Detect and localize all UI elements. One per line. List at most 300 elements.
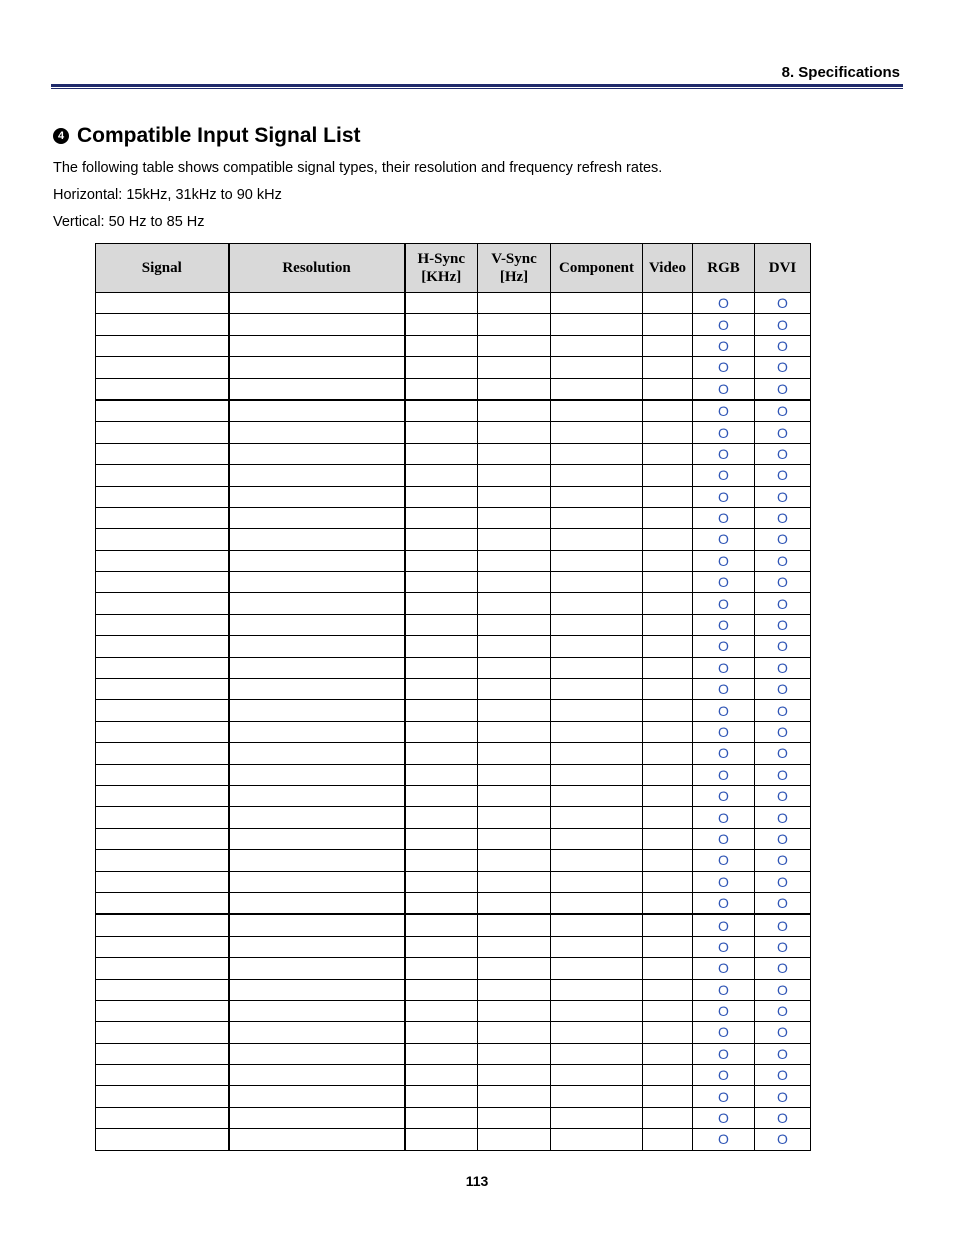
resolution-cell	[229, 314, 405, 335]
video-cell	[643, 443, 693, 464]
component-cell	[551, 828, 643, 849]
video-cell	[643, 486, 693, 507]
dvi-cell: O	[755, 828, 811, 849]
table-row	[96, 721, 811, 742]
hsync-cell	[405, 850, 478, 871]
resolution-cell	[229, 892, 405, 914]
dvi-cell: O	[755, 871, 811, 892]
rgb-cell: O	[693, 914, 755, 936]
signal-cell	[96, 958, 229, 979]
component-cell	[551, 443, 643, 464]
rgb-cell: O	[693, 400, 755, 422]
hsync-cell	[405, 785, 478, 806]
video-cell	[643, 378, 693, 400]
signal-cell	[96, 892, 229, 914]
component-cell	[551, 293, 643, 314]
table-row	[96, 700, 811, 721]
vsync-cell	[478, 979, 551, 1000]
signal-cell	[96, 1086, 229, 1107]
dvi-cell: O	[755, 400, 811, 422]
resolution-cell	[229, 335, 405, 356]
resolution-cell	[229, 979, 405, 1000]
rgb-cell: O	[693, 850, 755, 871]
table-row	[96, 850, 811, 871]
section-title-text: Compatible Input Signal List	[77, 124, 361, 147]
vsync-cell	[478, 443, 551, 464]
table-row	[96, 914, 811, 936]
vsync-cell	[478, 871, 551, 892]
table-row	[96, 529, 811, 550]
dvi-cell: O	[755, 443, 811, 464]
rgb-cell: O	[693, 335, 755, 356]
video-cell	[643, 314, 693, 335]
resolution-cell	[229, 764, 405, 785]
vsync-cell	[478, 422, 551, 443]
video-cell	[643, 507, 693, 528]
resolution-cell	[229, 1107, 405, 1128]
dvi-cell: O	[755, 1022, 811, 1043]
hsync-cell	[405, 378, 478, 400]
vsync-cell	[478, 657, 551, 678]
table-row	[96, 785, 811, 806]
table-row	[96, 936, 811, 957]
rgb-cell: O	[693, 465, 755, 486]
resolution-cell	[229, 357, 405, 378]
table-row	[96, 979, 811, 1000]
vsync-cell	[478, 507, 551, 528]
signal-cell	[96, 764, 229, 785]
vsync-cell	[478, 914, 551, 936]
signal-cell	[96, 400, 229, 422]
video-cell	[643, 1107, 693, 1128]
rgb-cell: O	[693, 958, 755, 979]
component-cell	[551, 1065, 643, 1086]
vsync-cell	[478, 850, 551, 871]
rgb-cell: O	[693, 529, 755, 550]
signal-cell	[96, 293, 229, 314]
resolution-cell	[229, 507, 405, 528]
video-cell	[643, 871, 693, 892]
rgb-cell: O	[693, 1043, 755, 1064]
vsync-cell	[478, 550, 551, 571]
dvi-cell: O	[755, 979, 811, 1000]
rgb-cell: O	[693, 1107, 755, 1128]
component-cell	[551, 1022, 643, 1043]
rgb-cell: O	[693, 700, 755, 721]
vsync-cell	[478, 1022, 551, 1043]
table-row	[96, 593, 811, 614]
rgb-cell: O	[693, 936, 755, 957]
page-number: 113	[465, 1173, 489, 1189]
resolution-cell	[229, 679, 405, 700]
video-cell	[643, 958, 693, 979]
signal-cell	[96, 721, 229, 742]
vsync-cell	[478, 1065, 551, 1086]
col-header-hsync: H-Sync [KHz]	[405, 244, 478, 293]
resolution-cell	[229, 572, 405, 593]
table-row	[96, 400, 811, 422]
table-row	[96, 314, 811, 335]
component-cell	[551, 721, 643, 742]
dvi-cell: O	[755, 785, 811, 806]
video-cell	[643, 1065, 693, 1086]
col-header-component: Component	[551, 244, 643, 293]
hsync-cell	[405, 335, 478, 356]
resolution-cell	[229, 400, 405, 422]
vsync-cell	[478, 378, 551, 400]
table-row	[96, 1107, 811, 1128]
signal-cell	[96, 679, 229, 700]
video-cell	[643, 529, 693, 550]
component-cell	[551, 614, 643, 635]
rgb-cell: O	[693, 507, 755, 528]
video-cell	[643, 1043, 693, 1064]
hsync-cell	[405, 764, 478, 785]
dvi-cell: O	[755, 850, 811, 871]
hsync-cell	[405, 958, 478, 979]
dvi-cell: O	[755, 1129, 811, 1150]
resolution-cell	[229, 807, 405, 828]
hsync-cell	[405, 314, 478, 335]
video-cell	[643, 593, 693, 614]
hsync-cell	[405, 422, 478, 443]
resolution-cell	[229, 657, 405, 678]
signal-cell	[96, 550, 229, 571]
dvi-cell: O	[755, 636, 811, 657]
col-header-signal: Signal	[96, 244, 229, 293]
dvi-cell: O	[755, 572, 811, 593]
dvi-cell: O	[755, 1107, 811, 1128]
col-header-video: Video	[643, 244, 693, 293]
vsync-cell	[478, 1043, 551, 1064]
dvi-cell: O	[755, 679, 811, 700]
video-cell	[643, 936, 693, 957]
table-row	[96, 486, 811, 507]
section-header-label: 8. Specifications	[781, 64, 900, 81]
video-cell	[643, 1022, 693, 1043]
vsync-cell	[478, 679, 551, 700]
hsync-cell	[405, 507, 478, 528]
dvi-cell: O	[755, 357, 811, 378]
video-cell	[643, 679, 693, 700]
table-row	[96, 892, 811, 914]
resolution-cell	[229, 486, 405, 507]
video-cell	[643, 550, 693, 571]
video-cell	[643, 1129, 693, 1150]
signal-cell	[96, 314, 229, 335]
rgb-cell: O	[693, 293, 755, 314]
video-cell	[643, 721, 693, 742]
vsync-cell	[478, 529, 551, 550]
resolution-cell	[229, 936, 405, 957]
rgb-cell: O	[693, 378, 755, 400]
dvi-cell: O	[755, 529, 811, 550]
hsync-cell	[405, 721, 478, 742]
dvi-cell: O	[755, 422, 811, 443]
hsync-cell	[405, 936, 478, 957]
component-cell	[551, 807, 643, 828]
video-cell	[643, 914, 693, 936]
resolution-cell	[229, 1065, 405, 1086]
rgb-cell: O	[693, 357, 755, 378]
resolution-cell	[229, 1043, 405, 1064]
hsync-cell	[405, 465, 478, 486]
hsync-cell	[405, 1043, 478, 1064]
signal-cell	[96, 636, 229, 657]
resolution-cell	[229, 465, 405, 486]
component-cell	[551, 572, 643, 593]
component-cell	[551, 593, 643, 614]
component-cell	[551, 958, 643, 979]
hsync-cell	[405, 357, 478, 378]
component-cell	[551, 357, 643, 378]
vsync-cell	[478, 764, 551, 785]
resolution-cell	[229, 593, 405, 614]
video-cell	[643, 293, 693, 314]
rgb-cell: O	[693, 871, 755, 892]
dvi-cell: O	[755, 593, 811, 614]
table-row	[96, 422, 811, 443]
component-cell	[551, 700, 643, 721]
component-cell	[551, 1086, 643, 1107]
dvi-cell: O	[755, 550, 811, 571]
table-row	[96, 443, 811, 464]
table-row	[96, 743, 811, 764]
dvi-cell: O	[755, 807, 811, 828]
hsync-cell	[405, 400, 478, 422]
dvi-cell: O	[755, 293, 811, 314]
hsync-cell	[405, 486, 478, 507]
resolution-cell	[229, 636, 405, 657]
video-cell	[643, 850, 693, 871]
component-cell	[551, 400, 643, 422]
vsync-cell	[478, 1107, 551, 1128]
vsync-cell	[478, 1129, 551, 1150]
horizontal-range: Horizontal: 15kHz, 31kHz to 90 kHz	[53, 187, 282, 203]
rgb-cell: O	[693, 314, 755, 335]
component-cell	[551, 1043, 643, 1064]
rgb-cell: O	[693, 422, 755, 443]
resolution-cell	[229, 550, 405, 571]
video-cell	[643, 743, 693, 764]
header-divider-thin	[51, 88, 903, 89]
signal-cell	[96, 936, 229, 957]
table-row	[96, 807, 811, 828]
hsync-cell	[405, 614, 478, 635]
hsync-cell	[405, 1086, 478, 1107]
resolution-cell	[229, 828, 405, 849]
signal-table	[95, 243, 811, 1151]
hsync-cell	[405, 1000, 478, 1021]
hsync-cell	[405, 293, 478, 314]
hsync-cell	[405, 1065, 478, 1086]
rgb-cell: O	[693, 614, 755, 635]
dvi-cell: O	[755, 1065, 811, 1086]
signal-cell	[96, 1065, 229, 1086]
rgb-cell: O	[693, 1129, 755, 1150]
dvi-cell: O	[755, 314, 811, 335]
table-row	[96, 614, 811, 635]
dvi-cell: O	[755, 1000, 811, 1021]
hsync-cell	[405, 636, 478, 657]
resolution-cell	[229, 721, 405, 742]
vsync-cell	[478, 486, 551, 507]
vsync-cell	[478, 700, 551, 721]
signal-cell	[96, 422, 229, 443]
component-cell	[551, 979, 643, 1000]
hsync-cell	[405, 743, 478, 764]
table-row	[96, 335, 811, 356]
rgb-cell: O	[693, 807, 755, 828]
vsync-cell	[478, 785, 551, 806]
resolution-cell	[229, 378, 405, 400]
video-cell	[643, 979, 693, 1000]
dvi-cell: O	[755, 507, 811, 528]
component-cell	[551, 335, 643, 356]
resolution-cell	[229, 293, 405, 314]
col-header-vsync: V-Sync [Hz]	[478, 244, 551, 293]
hsync-cell	[405, 700, 478, 721]
signal-cell	[96, 785, 229, 806]
vsync-cell	[478, 636, 551, 657]
table-row	[96, 293, 811, 314]
component-cell	[551, 636, 643, 657]
signal-cell	[96, 871, 229, 892]
video-cell	[643, 465, 693, 486]
hsync-cell	[405, 1129, 478, 1150]
rgb-cell: O	[693, 443, 755, 464]
component-cell	[551, 486, 643, 507]
resolution-cell	[229, 1129, 405, 1150]
vsync-cell	[478, 958, 551, 979]
resolution-cell	[229, 785, 405, 806]
table-row	[96, 657, 811, 678]
signal-cell	[96, 1043, 229, 1064]
signal-cell	[96, 572, 229, 593]
component-cell	[551, 785, 643, 806]
hsync-cell	[405, 529, 478, 550]
video-cell	[643, 335, 693, 356]
rgb-cell: O	[693, 593, 755, 614]
section-title	[53, 124, 361, 148]
rgb-cell: O	[693, 657, 755, 678]
signal-cell	[96, 700, 229, 721]
component-cell	[551, 892, 643, 914]
hsync-cell	[405, 892, 478, 914]
video-cell	[643, 828, 693, 849]
resolution-cell	[229, 958, 405, 979]
component-cell	[551, 507, 643, 528]
component-cell	[551, 743, 643, 764]
video-cell	[643, 764, 693, 785]
rgb-cell: O	[693, 721, 755, 742]
table-row	[96, 679, 811, 700]
resolution-cell	[229, 700, 405, 721]
dvi-cell: O	[755, 1086, 811, 1107]
dvi-cell: O	[755, 958, 811, 979]
hsync-cell	[405, 828, 478, 849]
dvi-cell: O	[755, 743, 811, 764]
table-row	[96, 1043, 811, 1064]
signal-cell	[96, 1022, 229, 1043]
video-cell	[643, 657, 693, 678]
hsync-cell	[405, 593, 478, 614]
video-cell	[643, 614, 693, 635]
rgb-cell: O	[693, 486, 755, 507]
table-row	[96, 1129, 811, 1150]
component-cell	[551, 679, 643, 700]
vertical-range: Vertical: 50 Hz to 85 Hz	[53, 214, 205, 230]
hsync-cell	[405, 443, 478, 464]
table-row	[96, 378, 811, 400]
video-cell	[643, 700, 693, 721]
dvi-cell: O	[755, 486, 811, 507]
signal-cell	[96, 507, 229, 528]
resolution-cell	[229, 743, 405, 764]
signal-cell	[96, 1000, 229, 1021]
hsync-cell	[405, 807, 478, 828]
table-row	[96, 1000, 811, 1021]
table-row	[96, 1065, 811, 1086]
resolution-cell	[229, 914, 405, 936]
rgb-cell: O	[693, 550, 755, 571]
dvi-cell: O	[755, 892, 811, 914]
vsync-cell	[478, 936, 551, 957]
component-cell	[551, 550, 643, 571]
component-cell	[551, 657, 643, 678]
hsync-cell	[405, 572, 478, 593]
signal-cell	[96, 378, 229, 400]
signal-cell	[96, 657, 229, 678]
hsync-cell	[405, 550, 478, 571]
resolution-cell	[229, 443, 405, 464]
table-row	[96, 828, 811, 849]
signal-cell	[96, 1107, 229, 1128]
vsync-cell	[478, 314, 551, 335]
resolution-cell	[229, 422, 405, 443]
dvi-cell: O	[755, 764, 811, 785]
table-row	[96, 507, 811, 528]
component-cell	[551, 764, 643, 785]
vsync-cell	[478, 593, 551, 614]
rgb-cell: O	[693, 743, 755, 764]
table-row	[96, 958, 811, 979]
table-row	[96, 764, 811, 785]
dvi-cell: O	[755, 378, 811, 400]
header-divider	[51, 84, 903, 87]
rgb-cell: O	[693, 785, 755, 806]
signal-cell	[96, 850, 229, 871]
signal-cell	[96, 335, 229, 356]
component-cell	[551, 936, 643, 957]
resolution-cell	[229, 1086, 405, 1107]
vsync-cell	[478, 400, 551, 422]
table-row	[96, 1086, 811, 1107]
table-row	[96, 636, 811, 657]
resolution-cell	[229, 1022, 405, 1043]
table-row	[96, 550, 811, 571]
video-cell	[643, 807, 693, 828]
dvi-cell: O	[755, 721, 811, 742]
component-cell	[551, 529, 643, 550]
hsync-cell	[405, 679, 478, 700]
table-row	[96, 465, 811, 486]
signal-cell	[96, 593, 229, 614]
vsync-cell	[478, 1000, 551, 1021]
rgb-cell: O	[693, 828, 755, 849]
vsync-cell	[478, 721, 551, 742]
dvi-cell: O	[755, 657, 811, 678]
